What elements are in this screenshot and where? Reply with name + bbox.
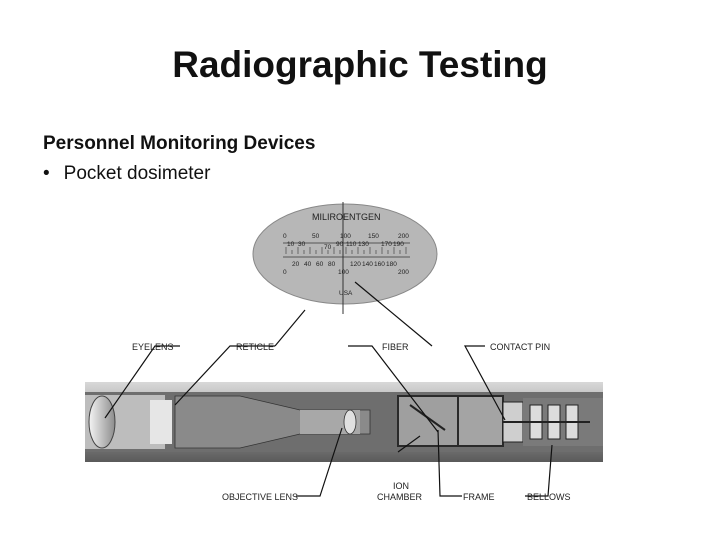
label-objective-lens: OBJECTIVE LENS bbox=[222, 492, 299, 502]
scale-label: 90 bbox=[336, 241, 344, 248]
label-fiber: FIBER bbox=[382, 342, 409, 352]
label-ion-chamber-line1: ION bbox=[393, 481, 410, 491]
scale-label: 160 bbox=[374, 261, 385, 268]
scale-label: 50 bbox=[312, 233, 320, 240]
label-contact-pin: CONTACT PIN bbox=[490, 342, 551, 352]
scale-label: 200 bbox=[398, 233, 409, 240]
bullet-text: Pocket dosimeter bbox=[63, 163, 211, 184]
scale-label: 100 bbox=[340, 233, 351, 240]
slide-title: Radiographic Testing bbox=[172, 44, 548, 85]
scale-label: 140 bbox=[362, 261, 373, 268]
label-ion-chamber-line2: CHAMBER bbox=[377, 492, 423, 502]
label-eyelens: EYELENS bbox=[132, 342, 174, 352]
scale-label: 0 bbox=[283, 269, 287, 276]
scale-label: 170 bbox=[381, 241, 392, 248]
label-frame: FRAME bbox=[463, 492, 495, 502]
scale-label: 100 bbox=[338, 269, 349, 276]
bullet-marker: • bbox=[43, 163, 50, 184]
dosimeter-tube bbox=[85, 382, 603, 462]
scale-label: 30 bbox=[298, 241, 306, 248]
scale-label: 130 bbox=[358, 241, 369, 248]
scale-label: 120 bbox=[350, 261, 361, 268]
scale-label: 200 bbox=[398, 269, 409, 276]
scale-label: 70 bbox=[324, 244, 332, 251]
scale-label: 150 bbox=[368, 233, 379, 240]
scale-title: MILIROENTGEN bbox=[312, 212, 381, 222]
label-bellows: BELLOWS bbox=[527, 492, 571, 502]
label-reticle: RETICLE bbox=[236, 342, 275, 352]
scale-label: 180 bbox=[386, 261, 397, 268]
scale-label: 0 bbox=[283, 233, 287, 240]
scale-label: 80 bbox=[328, 261, 336, 268]
scale-mark: USA bbox=[339, 290, 353, 297]
scale-label: 110 bbox=[346, 241, 357, 248]
slide-subtitle: Personnel Monitoring Devices bbox=[43, 133, 316, 154]
scale-label: 190 bbox=[393, 241, 404, 248]
scale-label: 20 bbox=[292, 261, 300, 268]
scale-label: 10 bbox=[287, 241, 295, 248]
reticle-scale bbox=[253, 202, 437, 314]
scale-label: 60 bbox=[316, 261, 324, 268]
scale-label: 40 bbox=[304, 261, 312, 268]
